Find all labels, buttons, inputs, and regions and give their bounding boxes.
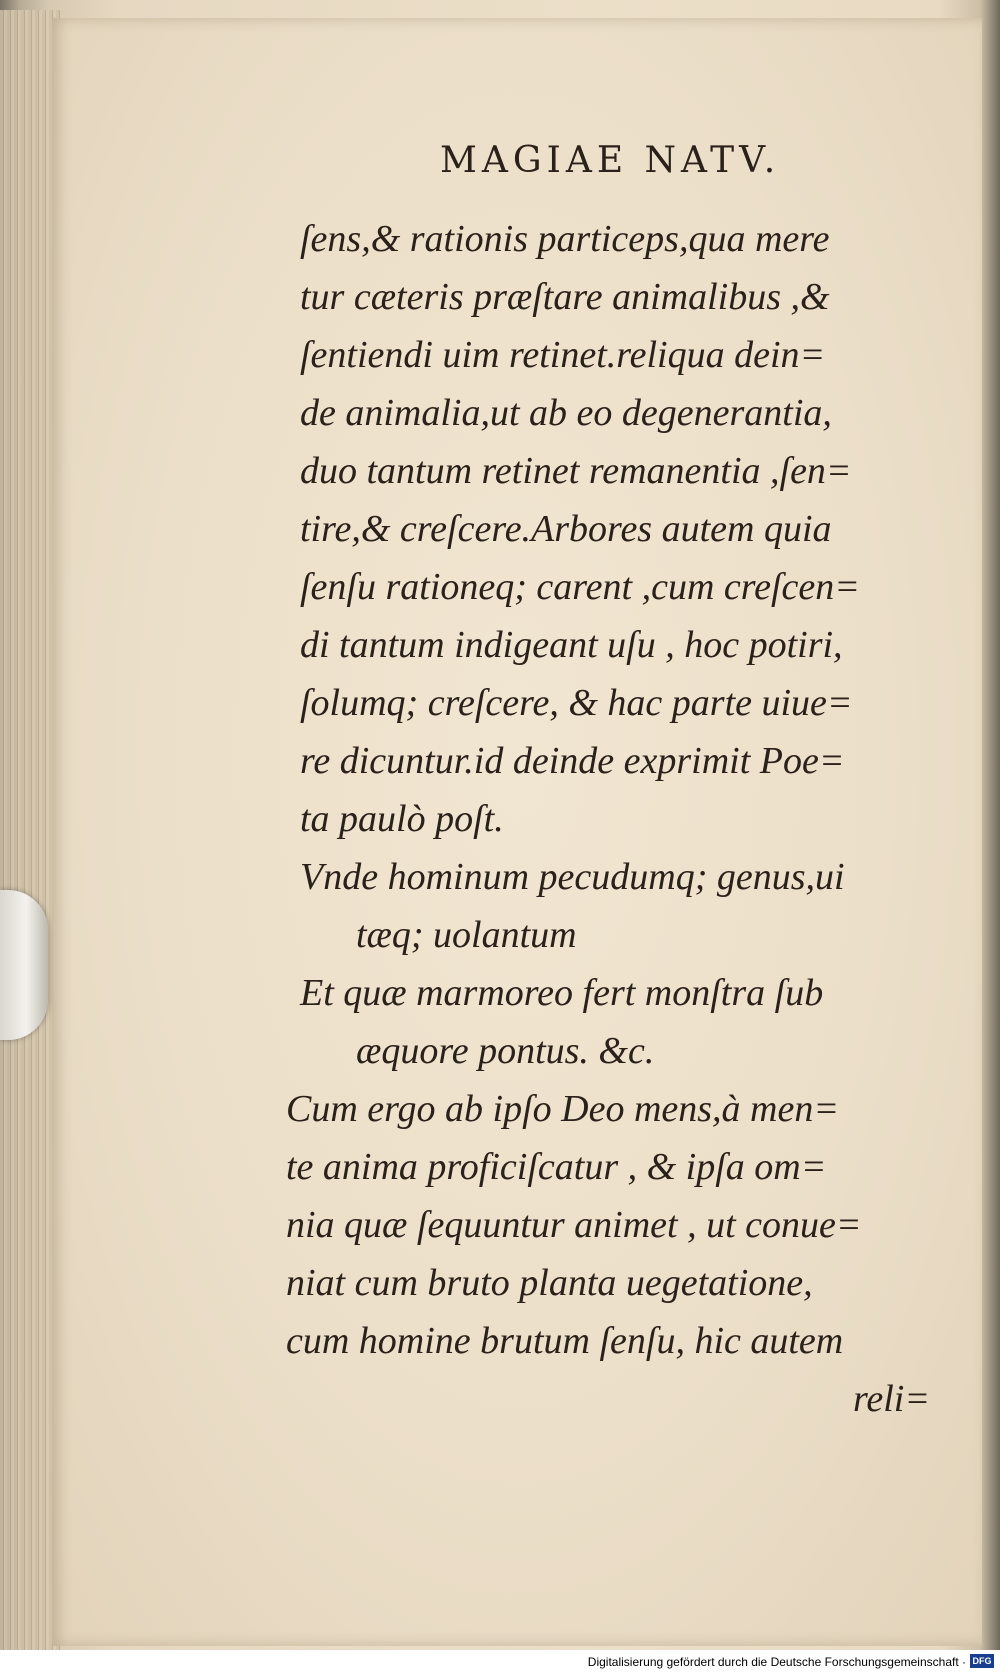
- funding-credit: Digitalisierung gefördert durch die Deutsche Forschungsgemeinschaft ·: [587, 1655, 966, 1669]
- text-line: de animalia,ut ab eo degenerantia,: [300, 392, 832, 434]
- text-line: duo tantum retinet remanentia ,ſen=: [300, 450, 852, 492]
- text-line: di tantum indigeant uſu , hoc potiri,: [300, 624, 843, 666]
- text-line: nia quæ ſequuntur animet , ut conue=: [286, 1204, 862, 1246]
- page-clip: [0, 890, 48, 1040]
- text-line: ſolumq; creſcere, & hac parte uiue=: [300, 682, 853, 724]
- text-line: te anima proficiſcatur , & ipſa om=: [286, 1146, 827, 1188]
- text-line: ta paulò poſt.: [300, 798, 504, 840]
- text-line: re dicuntur.id deinde exprimit Poe=: [300, 740, 845, 782]
- catchword: reli=: [852, 1378, 930, 1420]
- verse-line: Et quæ marmoreo fert monſtra ſub: [300, 972, 824, 1014]
- verse-line: æquore pontus. &c.: [356, 1030, 655, 1072]
- page-edge-stack: [0, 10, 60, 1650]
- verse-line: tæq; uolantum: [356, 914, 577, 956]
- text-line: ſens,& rationis particeps,qua mere: [300, 218, 830, 260]
- text-line: ſentiendi uim retinet.reliqua dein=: [300, 334, 826, 376]
- text-line: tur cæteris præſtare animalibus ,&: [300, 276, 830, 318]
- dfg-logo-icon: DFG: [970, 1654, 994, 1668]
- text-line: cum homine brutum ſenſu, hic autem: [286, 1320, 844, 1362]
- body-text: [286, 210, 950, 1428]
- text-line: tire,& creſcere.Arbores autem quia: [300, 508, 832, 550]
- text-line: Cum ergo ab ipſo Deo mens,à men=: [286, 1088, 840, 1130]
- text-line: niat cum bruto planta uegetatione,: [286, 1262, 813, 1304]
- verse-line: Vnde hominum pecudumq; genus,ui: [300, 856, 845, 898]
- running-head: MAGIAE NATV.: [440, 140, 781, 181]
- text-line: ſenſu rationeq; carent ,cum creſcen=: [300, 566, 860, 608]
